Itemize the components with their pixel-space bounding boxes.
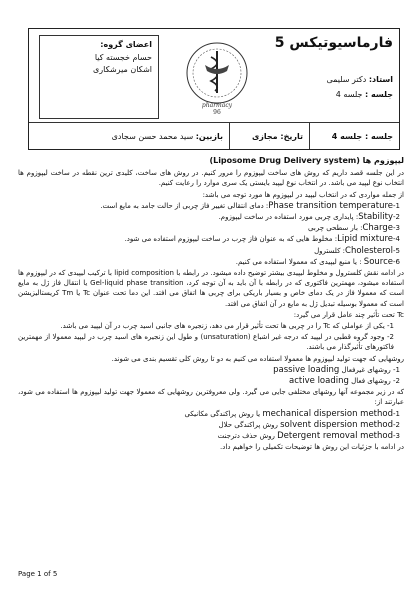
criteria-item bbox=[18, 201, 404, 211]
document-body bbox=[18, 156, 404, 453]
session-cell bbox=[309, 123, 399, 149]
item-term: Source bbox=[363, 256, 393, 267]
svg-text:pharmacy: pharmacy bbox=[201, 102, 233, 109]
item-number: 3- bbox=[393, 224, 400, 233]
item-desc: : بار سطحی چربی bbox=[308, 224, 363, 233]
item-term: passive loading bbox=[273, 364, 340, 375]
lipid-composition-paragraph: در ادامه نقش کلسترول و مخلوط لیپیدی بیشتر توضیح داده میشود. در رابطه با lipid composition با ترکیب لیپیدی که در لیپوزوم ها استفاده میشود، مهمترین فاکتوری که در رابطه با آن باید به آن توجه کرد، Gel-liquid phase transition یا انتقال فاز ژل به مایع است که معمولا فاز در یک دمای خاص و بسیار باریکی برای چربی ها اتفاق می افتد. این دما تحت عنوان Tc یا Tm کریستالیزیشن است که معمولا بوسیله تبدیل ژل به مایع در آن اتفاق می افتد. bbox=[18, 269, 405, 308]
item-term: Charge bbox=[362, 223, 393, 234]
item-desc: روش حذف دترجنت bbox=[217, 432, 278, 441]
section-title-end: ) bbox=[209, 156, 214, 165]
item-number: 4- bbox=[393, 235, 400, 244]
section-title-en: Liposome Drug Delivery system bbox=[213, 156, 357, 165]
professor-line bbox=[273, 75, 393, 84]
members-box bbox=[39, 35, 159, 119]
page-footer: Page 1 of 5 bbox=[18, 570, 58, 578]
tc-factor-item: 2- وجود گروه قطبی در لیپید که درجه غیر اشباع (unsaturation) و طول این زنجیره های اسید چرب در لیپید معمولا از مهمترین فاکتورهای تأثیرگذار می باشند. bbox=[18, 333, 395, 352]
criteria-item bbox=[18, 246, 404, 256]
session-label: جلسه : bbox=[364, 90, 393, 99]
item-number: 1- bbox=[393, 201, 400, 210]
item-number: 1- bbox=[393, 409, 400, 418]
item-number: 2- bbox=[393, 377, 400, 386]
item-number: 3- bbox=[393, 432, 400, 441]
section-title bbox=[18, 156, 404, 166]
item-desc: روشهای غیرفعال bbox=[341, 365, 391, 374]
item-desc: یا روش پراکندگی مکانیکی bbox=[184, 409, 263, 418]
item-desc: : مخلوط هایی که به عنوان فاز چرب در ساخت لیپوزوم استفاده می شود. bbox=[124, 235, 338, 244]
item-term: solvent dispersion method bbox=[280, 419, 393, 430]
session-value: جلسه 4 bbox=[335, 90, 363, 99]
pharmacy-logo bbox=[177, 37, 257, 115]
professor-label: استاد: bbox=[368, 75, 393, 84]
reviser-name: سید محمد حسن سجادی bbox=[111, 131, 194, 141]
members-title: اعضای گروه: bbox=[100, 40, 152, 49]
date-cell bbox=[229, 123, 309, 149]
session-value: جلسه 4 bbox=[331, 131, 363, 141]
item-term: Phase transition temperature bbox=[268, 200, 393, 211]
technique-item bbox=[18, 431, 404, 441]
member-name: حسام خجسته کیا bbox=[94, 53, 152, 62]
item-number: 2- bbox=[393, 213, 400, 222]
logo-wordmark bbox=[202, 102, 233, 115]
criteria-item bbox=[18, 212, 404, 222]
course-info bbox=[273, 35, 393, 105]
method-item bbox=[18, 365, 404, 375]
date-value: مجازی bbox=[251, 131, 278, 141]
item-term: Stability bbox=[358, 212, 393, 223]
item-desc: : کلسترول bbox=[314, 246, 346, 255]
intro-paragraph: در این جلسه قصد داریم که روش های ساخت لیپوزوم را مرور کنیم. در روش های ساخت، کلیدی ترین نقطه در ساخت لیپوزوم ها انتخاب نوع لیپید می باشد. در انتخاب نوع لیپید بایستی یک سری موارد را رعایت کنیم. bbox=[18, 169, 404, 188]
item-number: 5- bbox=[393, 246, 400, 255]
item-term: mechanical dispersion method bbox=[262, 408, 393, 419]
item-desc: روشهای فعال bbox=[351, 377, 391, 386]
closing-paragraph: در ادامه با جزئیات این روش ها توضیحات تکمیلی را خواهیم داد. bbox=[220, 443, 404, 452]
methods-intro: روشهایی که جهت تولید لیپوزوم ها معمولا استفاده می کنیم به دو تا روش کلی تقسیم بندی می شوند. bbox=[111, 354, 404, 363]
section-title-fa: لیپوزوم ها ( bbox=[356, 156, 404, 165]
item-term: active loading bbox=[289, 376, 349, 387]
session-label: جلسه : bbox=[364, 131, 393, 141]
header-box bbox=[28, 28, 400, 150]
method-item bbox=[18, 376, 404, 386]
professor-name: دکتر سلیمی bbox=[326, 75, 367, 84]
techniques-intro: که در زیر مجموعه آنها روشهای مختلفی جایی می گیرد. ولی معروفترین روشهایی که معمولا جهت تولید لیپوزوم ها استفاده می شود، عبارتند از: bbox=[18, 388, 404, 407]
item-desc: روش پراکندگی حلال bbox=[218, 420, 281, 429]
session-line bbox=[273, 90, 393, 99]
item-desc: : دمای انتقالی تغییر فاز چربی از حالت جامد به مایع است. bbox=[100, 201, 269, 210]
criteria-item bbox=[18, 257, 404, 267]
criteria-intro: از جمله مواردی که در انتخاب لیپید در لیپوزوم ها مورد توجه می باشد: bbox=[202, 190, 404, 199]
member-name: اشکان میرشکاری bbox=[93, 65, 152, 74]
criteria-item bbox=[18, 223, 404, 233]
svg-text:96: 96 bbox=[213, 109, 221, 115]
item-term: Cholesterol bbox=[345, 245, 393, 256]
item-desc: : پایداری چربی مورد استفاده در ساخت لیپوزوم. bbox=[218, 213, 359, 222]
date-label: تاریخ: bbox=[280, 131, 303, 141]
technique-item bbox=[18, 420, 404, 430]
tc-factor-item: 1- یکی از عواملی که Tc را در چربی ها تحت تأثیر قرار می دهد، زنجیره های جانبی اسید چرب در آن لیپید می باشد. bbox=[60, 322, 394, 331]
criteria-item bbox=[18, 234, 404, 244]
course-title: فارماسیوتیکس 5 bbox=[274, 35, 393, 51]
tc-factors-intro: Tc تحت تأثیر چند عامل قرار می گیرد: bbox=[293, 310, 404, 319]
item-number: 1- bbox=[393, 365, 400, 374]
header-footer-row bbox=[29, 122, 399, 149]
item-term: Detergent removal method bbox=[277, 431, 393, 442]
item-term: Lipid mixture bbox=[337, 234, 393, 245]
reviser-cell bbox=[29, 123, 229, 149]
item-number: 6- bbox=[393, 257, 400, 266]
reviser-label: بازبین: bbox=[195, 131, 223, 141]
technique-item bbox=[18, 409, 404, 419]
item-desc: : یا منبع لیپیدی که معمولا استفاده می کنیم. bbox=[235, 257, 364, 266]
item-number: 2- bbox=[393, 420, 400, 429]
